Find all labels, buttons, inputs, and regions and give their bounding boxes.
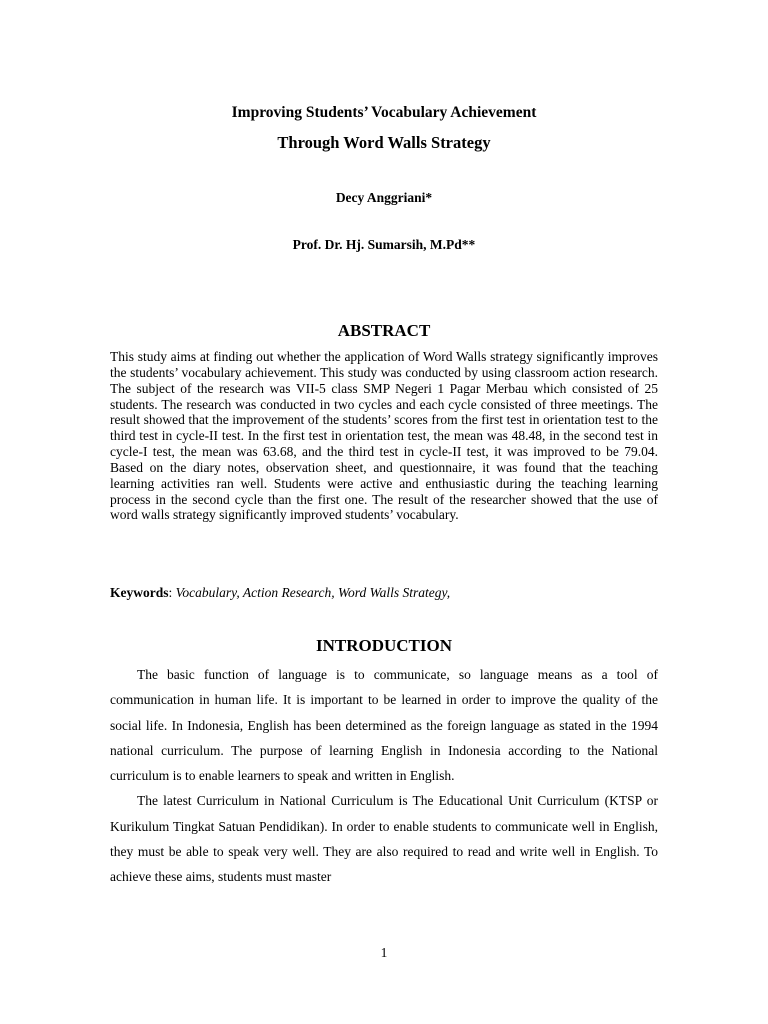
keywords-separator: :	[168, 585, 176, 600]
paper-title-line-2: Through Word Walls Strategy	[277, 133, 491, 152]
introduction-paragraph-2: The latest Curriculum in National Curriculum is The Educational Unit Curriculum (KTSP or Kurikulum Tingkat Satuan Pendidikan). In order to enable students to communicate well in English, they must be able to speak very well. They are also required to read and write well in English. To achieve these aims, students must master	[110, 793, 658, 885]
keywords-label: Keywords	[110, 585, 169, 600]
keywords-value: Vocabulary, Action Research, Word Walls Strategy,	[175, 585, 451, 600]
page-number: 1	[380, 945, 388, 960]
abstract-text: This study aims at finding out whether the application of Word Walls strategy significantly improves the students’ vocabulary achievement. This study was conducted by using classroom action research. The subject of the research was VII-5 class SMP Negeri 1 Pagar Merbau which consisted of 25 students. The research was conducted in two cycles and each cycle consisted of three meetings. The result showed that the improvement of the students’ scores from the first test in orientation test to the third test in cycle-II test. In the first test in orientation test, the mean was 48.48, in the second test in cycle-I test, the mean was 63.68, and the third test in cycle-II test, it was improved to be 79.04. Based on the diary notes, observation sheet, and questionnaire, it was found that the teaching learning activities ran well. Students were active and enthusiastic during the teaching learning process in the second cycle than the first one. The result of the researcher showed that the use of word walls strategy significantly improved students’ vocabulary.	[110, 349, 658, 523]
paper-title-line-1: Improving Students’ Vocabulary Achievement	[231, 104, 537, 121]
introduction-paragraph-1: The basic function of language is to communicate, so language means as a tool of communication in human life. It is important to be learned in order to improve the quality of the social life. In Indonesia, English has been determined as the foreign language as stated in the 1994 national curriculum. The purpose of learning English in Indonesia according to the National curriculum is to enable learners to speak and written in English.	[110, 667, 658, 784]
author-secondary: Prof. Dr. Hj. Sumarsih, M.Pd**	[292, 237, 476, 252]
introduction-body	[110, 662, 658, 890]
author-primary: Decy Anggriani*	[335, 190, 433, 205]
abstract-heading: ABSTRACT	[337, 321, 431, 340]
keywords-line	[110, 585, 658, 601]
introduction-heading: INTRODUCTION	[315, 636, 453, 655]
